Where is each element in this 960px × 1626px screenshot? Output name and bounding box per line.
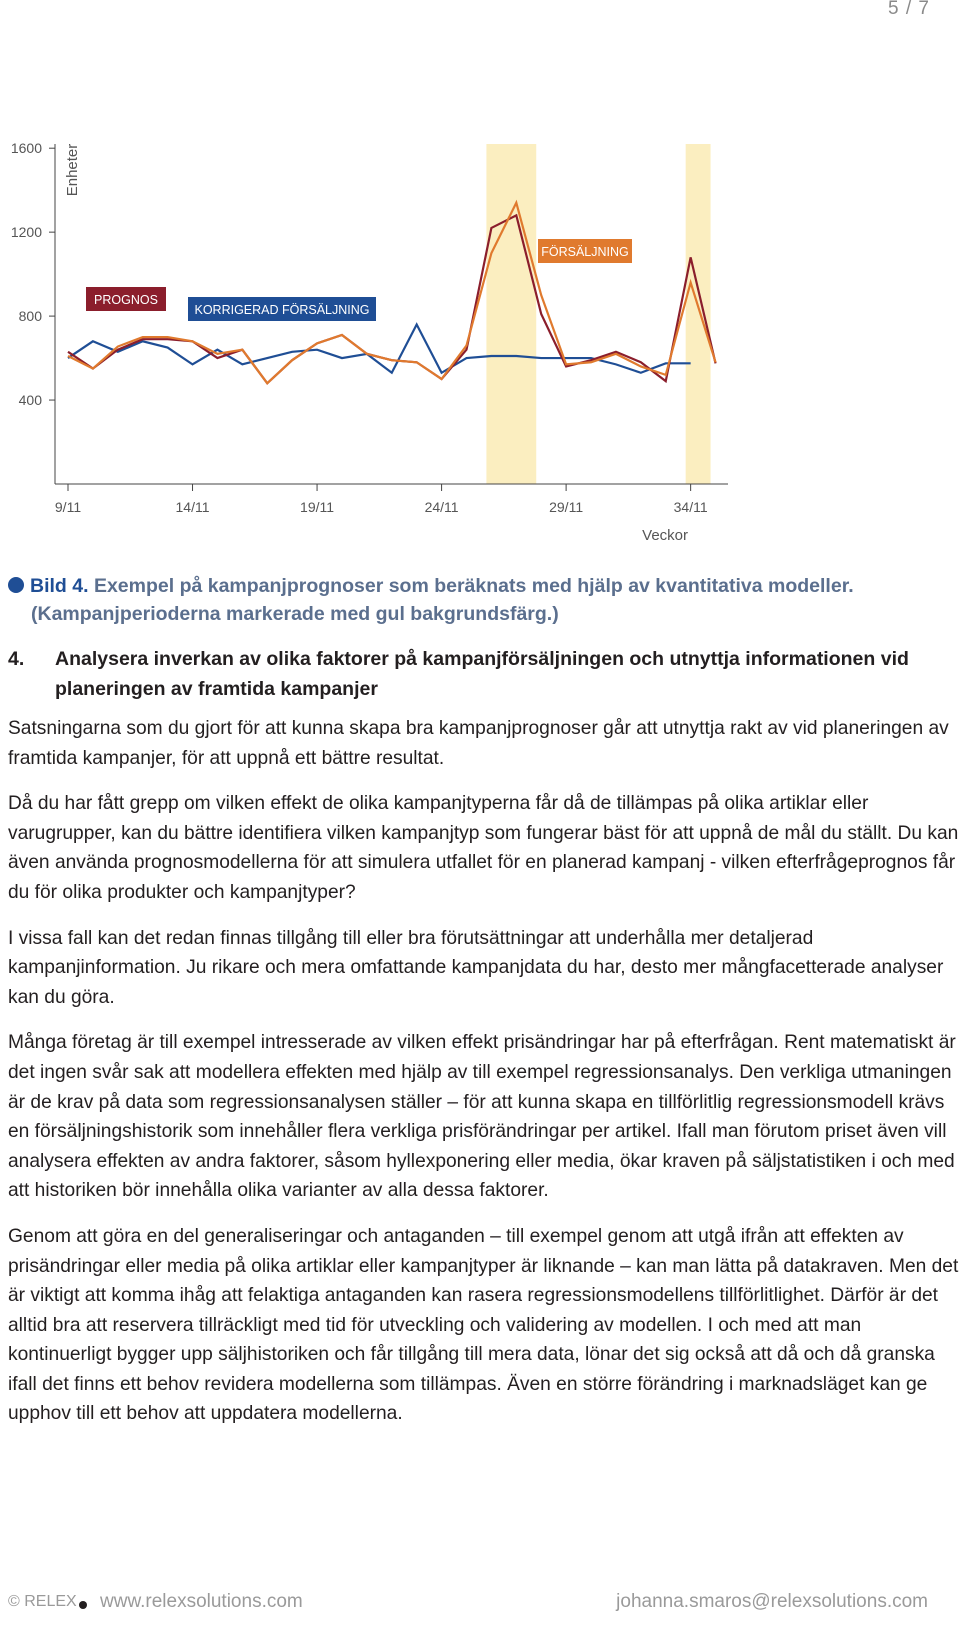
section-title: Analysera inverkan av olika faktorer på kampanjförsäljningen och utnyttja informationen vid planeringen av framtida kampanjer	[55, 648, 909, 700]
legend-label: KORRIGERAD FÖRSÄLJNING	[194, 303, 370, 317]
email-link[interactable]: johanna.smaros@relexsolutions.com	[616, 1591, 928, 1612]
x-tick-label: 14/11	[175, 499, 210, 515]
section-heading	[8, 644, 938, 704]
body-text	[8, 714, 960, 1445]
sales-forecast-chart	[0, 130, 760, 550]
footer-bullet-icon	[79, 1601, 87, 1609]
caption-figure-number: Bild 4.	[30, 575, 89, 597]
campaign-period-highlight	[486, 144, 536, 484]
copyright-text: © RELEX	[8, 1593, 77, 1610]
figure-caption	[8, 572, 948, 628]
section-number: 4.	[8, 648, 25, 670]
paragraph: I vissa fall kan det redan finnas tillgång till eller bra förutsättningar att underhålla mer detaljerad kampanjinformation. Ju rikare och mera omfattande kampanjdata du har, desto mer mångfacetterade analyser kan du göra.	[8, 927, 944, 1008]
x-tick-label: 9/11	[54, 499, 82, 515]
paragraph: Satsningarna som du gjort för att kunna skapa bra kampanjprognoser går att utnyttja rakt av vid planeringen av framtida kampanjer, för att uppnå ett bättre resultat.	[8, 718, 949, 769]
y-tick-label: 400	[18, 392, 42, 409]
x-tick-label: 19/11	[300, 499, 335, 515]
page-footer	[0, 1591, 960, 1621]
y-tick-label: 1200	[10, 224, 42, 241]
paragraph: Många företag är till exempel intresserade av vilken effekt prisändringar har på efterfrågan. Rent matematiskt är det ingen svår sak att modellera effekten med hjälp av till exempel regressionsanalys. Den verkliga utmaningen är de krav på data som regressionsanalysen ställer – för att kunna skapa en tillförlitlig regressionsmodell krävs en försäljningshistorik som innehåller flera verkliga prisförändringar per artikel. Ifall man förutom priset även vill analysera effekten av andra faktorer, såsom hyllexponering eller media, ökar kraven på säljstatistiken i och med att historiken bör innehålla olika varianter av alla dessa faktorer.	[8, 1032, 956, 1202]
page-number: 5 / 7	[888, 0, 930, 19]
x-tick-label: 29/11	[549, 499, 584, 515]
y-tick-label: 1600	[10, 140, 42, 157]
legend-label: PROGNOS	[94, 293, 158, 307]
paragraph: Genom att göra en del generaliseringar och antaganden – till exempel genom att utgå ifrån att effekten av prisändringar eller media på olika artiklar eller kampanjtyper är liknande – kan man lätta på datakraven. Men det är viktigt att komma ihåg att felaktiga antaganden kan rasera regressionsmodellens tillförlitlighet. Därför är det alltid bra att reservera tillräckligt med tid för utveckling och validering av modellen. I och med att man kontinuerligt bygger upp säljhistoriken och får tillgång till mera data, lönar det sig också att då och då granska ifall det finns ett behov revidera modellerna som tillämpas. Även en större förändring i marknadsläget kan ge upphov till ett behov att uppdatera modellerna.	[8, 1225, 959, 1425]
y-tick-label: 800	[18, 308, 42, 325]
campaign-period-highlight	[686, 144, 711, 484]
x-tick-label: 34/11	[673, 499, 708, 515]
x-tick-label: 24/11	[424, 499, 459, 515]
website-link[interactable]: www.relexsolutions.com	[100, 1591, 303, 1612]
caption-text: Exempel på kampanjprognoser som beräknats med hjälp av kvantitativa modeller.	[93, 575, 854, 597]
legend-label: FÖRSÄLJNING	[541, 245, 629, 259]
caption-bullet-icon	[8, 577, 24, 593]
paragraph: Då du har fått grepp om vilken effekt de olika kampanjtyperna får då de tillämpas på olika artiklar eller varugrupper, kan du bättre identifiera vilken kampanjtyp som fungerar bäst för att uppnå de mål du ställt. Du kan även använda prognosmodellerna för att simulera utfallet för en planerad kampanj - vilken efterfrågeprognos får du för olika produkter och kampanjtyper?	[8, 793, 959, 903]
caption-subtext: (Kampanjperioderna markerade med gul bakgrundsfärg.)	[31, 603, 559, 625]
y-axis-label: Enheter	[64, 143, 81, 197]
x-axis-label: Veckor	[642, 527, 688, 544]
series-line-korrigerad-försäljning	[68, 324, 691, 372]
